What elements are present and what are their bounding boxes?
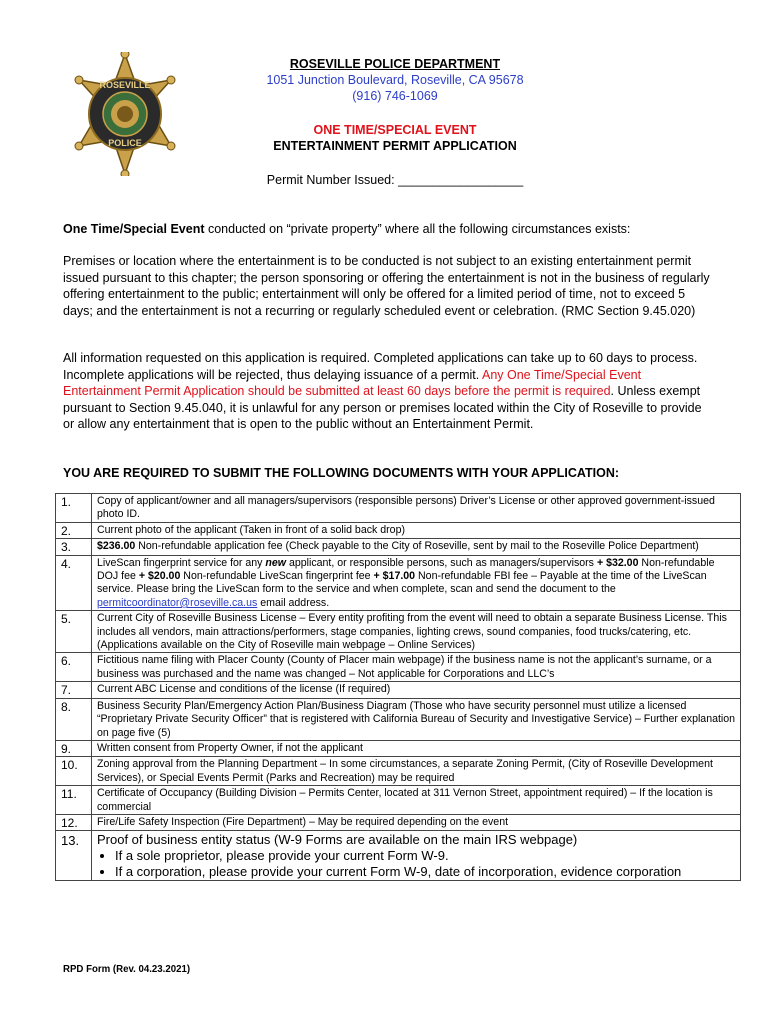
item-number: 13. — [56, 831, 92, 881]
item-number: 11. — [56, 786, 92, 815]
item-text: Certificate of Occupancy (Building Division – Permits Center, located at 311 Vernon Street, appointment required) – If the location is commercial — [92, 786, 741, 815]
item-number: 9. — [56, 740, 92, 756]
department-phone: (916) 746-1069 — [352, 89, 438, 103]
item-number: 10. — [56, 757, 92, 786]
intro-paragraph — [63, 221, 713, 238]
police-seal-logo — [60, 52, 190, 176]
required-documents-table — [55, 493, 741, 881]
item-text: Current photo of the applicant (Taken in front of a solid back drop) — [92, 522, 741, 538]
table-row — [56, 539, 741, 555]
fbi-fee: + $17.00 — [373, 570, 416, 583]
new-emphasis: new — [265, 556, 287, 569]
item-number: 5. — [56, 611, 92, 653]
documents-heading: YOU ARE REQUIRED TO SUBMIT THE FOLLOWING DOCUMENTS WITH YOUR APPLICATION: — [63, 466, 620, 480]
department-name: ROSEVILLE POLICE DEPARTMENT — [289, 57, 501, 71]
department-address: 1051 Junction Boulevard, Roseville, CA 95678 — [266, 73, 524, 87]
event-type-title: ONE TIME/SPECIAL EVENT — [313, 123, 477, 137]
item-text: Current ABC License and conditions of the license (If required) — [92, 682, 741, 698]
table-row — [56, 522, 741, 538]
table-row — [56, 611, 741, 653]
table-row — [56, 786, 741, 815]
item-number: 8. — [56, 698, 92, 740]
item-number: 7. — [56, 682, 92, 698]
item-number: 6. — [56, 653, 92, 682]
seal-bottom-text: POLICE — [108, 138, 142, 148]
item-text: Current City of Roseville Business License – Every entity profiting from the event will need to obtain a separate Business License. This includes all vendors, main attractions/performers, stage companies, lighting crews, sound companies, food trucks/catering, etc. (Applications available on the City of Roseville main webpage – Online Services) — [92, 611, 741, 653]
table-row — [56, 831, 741, 881]
application-fee: $236.00 — [97, 540, 136, 553]
permit-number-field: Permit Number Issued: __________________ — [266, 173, 524, 187]
table-row — [56, 682, 741, 698]
item-number: 2. — [56, 522, 92, 538]
table-row — [56, 494, 741, 523]
table-row — [56, 555, 741, 611]
info-text-1: All information requested on this application is required. Completed applications can take up to 60 days to process. Incomplete applications will be rejected, thus delaying issuance of a permit. — [63, 351, 698, 382]
item-number: 4. — [56, 555, 92, 611]
list-item: • If a sole proprietor, please provide your current Form W-9. — [115, 848, 736, 864]
item-number: 1. — [56, 494, 92, 523]
item-text: Fire/Life Safety Inspection (Fire Department) – May be required depending on the event — [92, 814, 741, 830]
table-row — [56, 698, 741, 740]
table-row — [56, 653, 741, 682]
list-item: • If a corporation, please provide your current Form W-9, date of incorporation, evidence corporation — [115, 864, 736, 880]
entity-status-list — [97, 848, 736, 880]
item-text: LiveScan fingerprint service for any new applicant, or responsible persons, such as managers/supervisors + $32.00 Non-refundable DOJ fee + $20.00 Non-refundable LiveScan fingerprint fee + $17.00 Non-refundable FBI fee – Payable at the time of the LiveScan service. Please bring the LiveScan form to the service and when complete, scan and send the document to the permitcoordinator@roseville.ca.us email address. — [92, 555, 741, 611]
table-row — [56, 757, 741, 786]
seal-top-text: ROSEVILLE — [99, 80, 151, 90]
info-red-warning: Any One Time/Special Event Entertainment Permit Application should be submitted at least 60 days before the permit is required — [63, 367, 642, 399]
intro-text: conducted on “private property” where all the following circumstances exists: — [204, 222, 631, 236]
item-text: Written consent from Property Owner, if not the applicant — [92, 740, 741, 756]
item-number: 3. — [56, 539, 92, 555]
item-number: 12. — [56, 814, 92, 830]
item-text: Proof of business entity status (W-9 Forms are available on the main IRS webpage) • If a sole proprietor, please provide your current Form W-9. • If a corporation, please provide your current Form W-9, date of incorporation, evidence corporation — [92, 831, 741, 881]
intro-bold: One Time/Special Event — [63, 222, 205, 236]
email-link[interactable]: permitcoordinator@roseville.ca.us — [97, 596, 258, 609]
info-text-2: . Unless exempt pursuant to Section 9.45.040, it is unlawful for any person or premises located within the City of Roseville to provide or allow any entertainment that is open to the public without an Entertainment Permit. — [63, 384, 702, 432]
form-title: ENTERTAINMENT PERMIT APPLICATION — [273, 139, 517, 153]
livescan-fee: + $20.00 — [138, 570, 181, 583]
table-row — [56, 740, 741, 756]
info-paragraph — [63, 350, 713, 433]
doj-fee: + $32.00 — [596, 556, 639, 569]
item-text: Fictitious name filing with Placer County (County of Placer main webpage) if the business name is not the applicant’s surname, or a business was purchased and the name was changed – Not applicable for Corporations and LLC’s — [92, 653, 741, 682]
form-revision-footer: RPD Form (Rev. 04.23.2021) — [63, 963, 191, 975]
item-text: Zoning approval from the Planning Department – In some circumstances, a separate Zoning Permit, (City of Roseville Development Services), or Special Events Permit (Parks and Recreation) may be required — [92, 757, 741, 786]
table-row — [56, 814, 741, 830]
item-text: Copy of applicant/owner and all managers/supervisors (responsible persons) Driver’s License or other approved government-issued photo ID. — [92, 494, 741, 523]
premises-paragraph: Premises or location where the entertainment is to be conducted is not subject to an existing entertainment permit issued pursuant to this chapter; the person sponsoring or offering the entertainment is not in the business of regularly offering entertainment to the public; entertainment will only be offered for a limited period of time, not to exceed 5 days; and the entertainment is not a recurring or regularly scheduled event or celebration. (RMC Section 9.45.020) — [63, 254, 710, 318]
item-text: $236.00 Non-refundable application fee (Check payable to the City of Roseville, sent by mail to the Roseville Police Department) — [92, 539, 741, 555]
letterhead — [180, 56, 610, 104]
item-text: Business Security Plan/Emergency Action Plan/Business Diagram (Those who have security personnel must utilize a licensed “Proprietary Private Security Officer” that is registered with California Bureau of Security and Investigative Service) – Further explanation on page five (5) — [92, 698, 741, 740]
form-title-block — [180, 122, 610, 154]
